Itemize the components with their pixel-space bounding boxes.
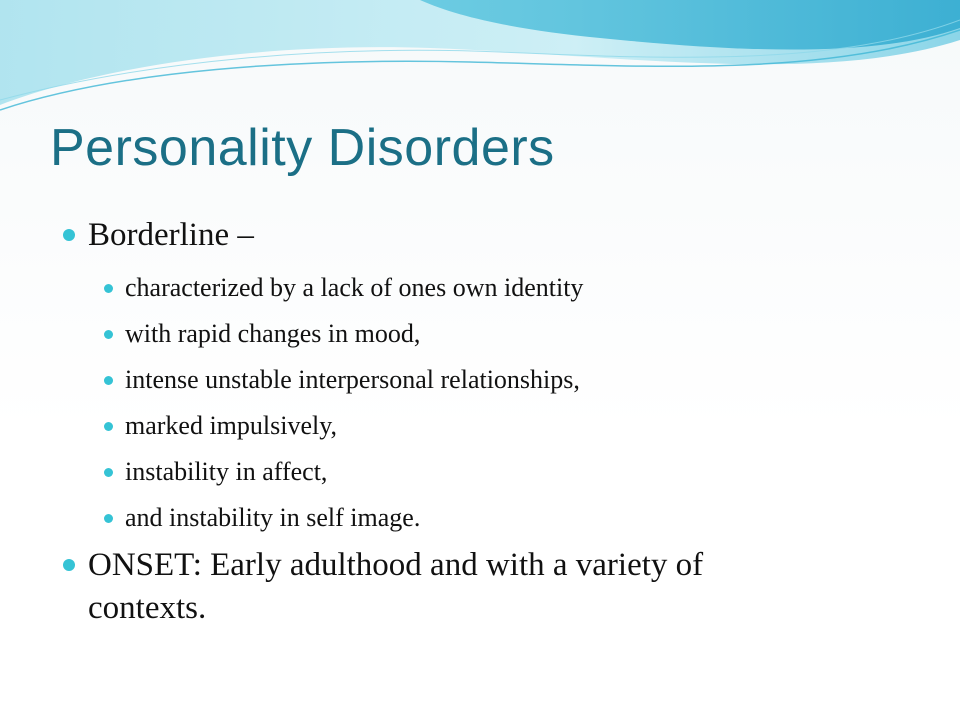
slide-title: Personality Disorders [50,119,555,177]
sub-bullet-text: characterized by a lack of ones own identity [125,273,584,302]
sub-bullet-text: intense unstable interpersonal relationships, [125,365,580,394]
sub-bullet-dot [104,468,113,477]
sub-bullet-dot [104,422,113,431]
onset-bullet-text: ONSET: Early adulthood and with a variety of [88,547,704,583]
main-bullet-text: Borderline – [88,217,254,253]
sub-bullet-text: and instability in self image. [125,503,421,532]
sub-bullet-text: with rapid changes in mood, [125,319,421,348]
bullet-dot [63,229,75,241]
sub-bullet-text: marked impulsively, [125,411,338,440]
sub-bullet-dot [104,284,113,293]
sub-bullet-dot [104,514,113,523]
sub-bullet-dot [104,330,113,339]
sub-bullet-dot [104,376,113,385]
sub-bullet-text: instability in affect, [125,457,328,486]
onset-bullet-continuation: contexts. [88,590,207,626]
header-wave-decoration [0,0,960,120]
bullet-dot [63,559,75,571]
